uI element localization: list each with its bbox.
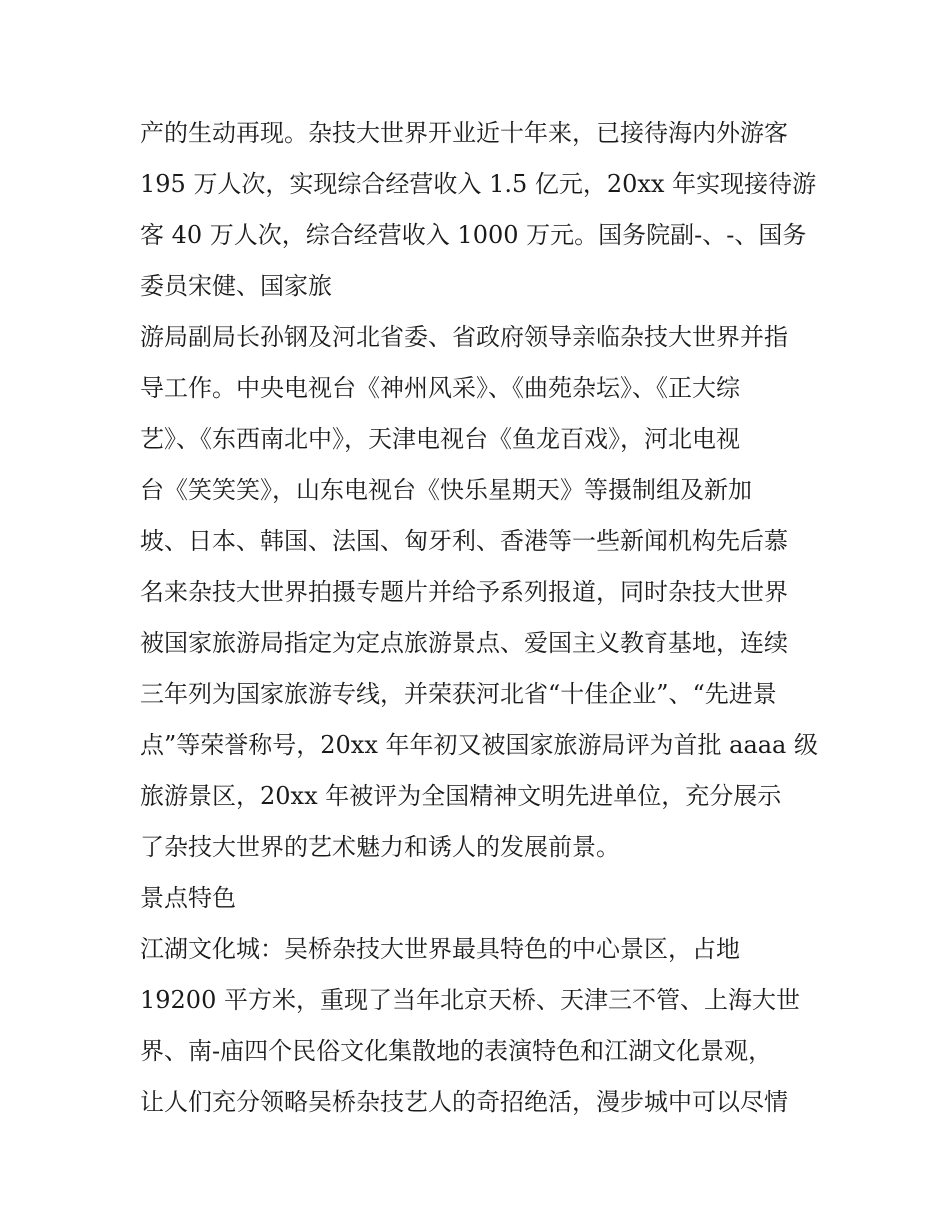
text-line: 界、南-庙四个民俗文化集散地的表演特色和江湖文化景观， [140, 1037, 773, 1065]
text-line: 被国家旅游局指定为定点旅游景点、爱国主义教育基地，连续 [140, 629, 788, 657]
text-line: 名来杂技大世界拍摄专题片并给予系列报道，同时杂技大世界 [140, 578, 788, 606]
text-line: 19200 平方米，重现了当年北京天桥、天津三不管、上海大世 [140, 986, 800, 1014]
text-line: 导工作。中央电视台《神州风采》、《曲苑杂坛》、《正大综 [140, 374, 740, 402]
section-heading: 景点特色 [140, 884, 236, 912]
text-line: 坡、日本、韩国、法国、匈牙利、香港等一些新闻机构先后慕 [140, 527, 788, 555]
text-line: 产的生动再现。杂技大世界开业近十年来，已接待海内外游客 [140, 119, 788, 147]
text-line: 客 40 万人次，综合经营收入 1000 万元。国务院副-、-、国务 [140, 221, 807, 249]
document-body [140, 108, 820, 1128]
text-line: 艺》、《东西南北中》，天津电视台《鱼龙百戏》，河北电视 [140, 425, 740, 453]
text-line: 游局副局长孙钢及河北省委、省政府领导亲临杂技大世界并指 [140, 323, 788, 351]
text-line: 委员宋健、国家旅 [140, 272, 332, 300]
text-line: 江湖文化城：吴桥杂技大世界最具特色的中心景区，占地 [140, 935, 740, 963]
text-line: 195 万人次，实现综合经营收入 1.5 亿元，20xx 年实现接待游 [140, 170, 817, 198]
text-line: 让人们充分领略吴桥杂技艺人的奇招绝活，漫步城中可以尽情 [140, 1088, 788, 1116]
text-line: 了杂技大世界的艺术魅力和诱人的发展前景。 [140, 833, 620, 861]
text-line: 台《笑笑笑》，山东电视台《快乐星期天》等摄制组及新加 [140, 476, 752, 504]
text-line: 点”等荣誉称号，20xx 年年初又被国家旅游局评为首批 aaaa 级 [140, 731, 818, 759]
text-line: 旅游景区，20xx 年被评为全国精神文明先进单位，充分展示 [140, 782, 782, 810]
text-line: 三年列为国家旅游专线，并荣获河北省“十佳企业”、“先进景 [140, 680, 777, 708]
